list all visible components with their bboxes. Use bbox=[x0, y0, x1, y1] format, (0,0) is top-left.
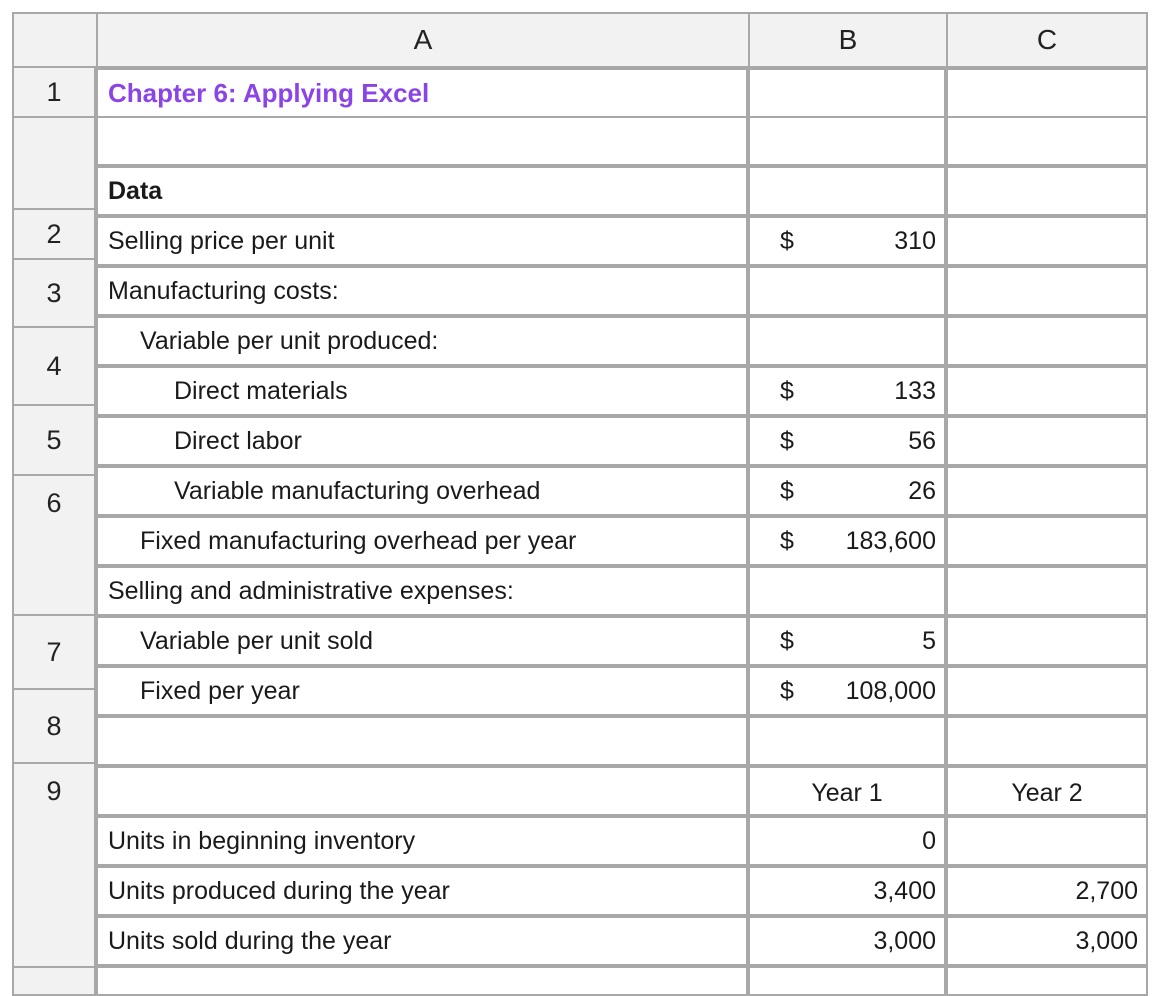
direct-labor-amount: 56 bbox=[908, 427, 936, 455]
currency-symbol: $ bbox=[780, 527, 794, 555]
cell-manufacturing-costs[interactable]: Manufacturing costs: bbox=[96, 266, 748, 316]
cell-blank[interactable] bbox=[946, 216, 1148, 266]
cell-blank[interactable] bbox=[96, 966, 748, 996]
select-all-corner[interactable] bbox=[12, 12, 98, 68]
cell-blank[interactable] bbox=[946, 166, 1148, 216]
currency-symbol: $ bbox=[780, 377, 794, 405]
cell-units-beginning-inventory-year2[interactable] bbox=[946, 816, 1148, 866]
cell-blank[interactable] bbox=[748, 966, 946, 996]
cell-direct-materials-label[interactable]: Direct materials bbox=[96, 366, 748, 416]
cell-blank[interactable] bbox=[946, 466, 1148, 516]
cell-year-2-header[interactable] bbox=[946, 766, 1148, 816]
cell-blank[interactable] bbox=[96, 766, 748, 816]
units-produced-year2-amount: 2,700 bbox=[1075, 877, 1138, 905]
row-header-6[interactable]: 6 bbox=[12, 474, 96, 616]
cell-a1-title[interactable]: Chapter 6: Applying Excel bbox=[96, 68, 748, 118]
cell-blank[interactable] bbox=[748, 316, 946, 366]
cell-b1[interactable] bbox=[748, 68, 946, 118]
cell-direct-materials-value[interactable] bbox=[748, 366, 946, 416]
cell-blank[interactable] bbox=[748, 266, 946, 316]
cell-units-beginning-inventory-label[interactable]: Units in beginning inventory bbox=[96, 816, 748, 866]
cell-blank[interactable] bbox=[748, 166, 946, 216]
row-header-5[interactable]: 5 bbox=[12, 404, 96, 476]
cell-direct-labor-label[interactable]: Direct labor bbox=[96, 416, 748, 466]
year-1-label: Year 1 bbox=[811, 779, 883, 807]
units-produced-year1-amount: 3,400 bbox=[873, 877, 936, 905]
row-header-4[interactable]: 4 bbox=[12, 326, 96, 406]
currency-symbol: $ bbox=[780, 427, 794, 455]
fixed-mfg-overhead-amount: 183,600 bbox=[845, 527, 936, 555]
cell-blank[interactable] bbox=[946, 266, 1148, 316]
cell-fixed-per-year-label[interactable]: Fixed per year bbox=[96, 666, 748, 716]
cell-variable-per-unit-produced[interactable]: Variable per unit produced: bbox=[96, 316, 748, 366]
cell-variable-per-unit-sold-value[interactable] bbox=[748, 616, 946, 666]
cell-year-1-header[interactable] bbox=[748, 766, 946, 816]
row-header-9[interactable]: 9 bbox=[12, 762, 96, 968]
cell-units-sold-year2[interactable] bbox=[946, 916, 1148, 966]
cell-blank[interactable] bbox=[748, 116, 946, 166]
selling-price-amount: 310 bbox=[894, 227, 936, 255]
cell-variable-mfg-overhead-value[interactable] bbox=[748, 466, 946, 516]
cell-blank[interactable] bbox=[748, 716, 946, 766]
cell-selling-admin[interactable]: Selling and administrative expenses: bbox=[96, 566, 748, 616]
cell-fixed-mfg-overhead-value[interactable] bbox=[748, 516, 946, 566]
cell-variable-mfg-overhead-label[interactable]: Variable manufacturing overhead bbox=[96, 466, 748, 516]
cell-blank[interactable] bbox=[96, 716, 748, 766]
cell-fixed-per-year-value[interactable] bbox=[748, 666, 946, 716]
cell-units-sold-label[interactable]: Units sold during the year bbox=[96, 916, 748, 966]
direct-materials-amount: 133 bbox=[894, 377, 936, 405]
row-header-10[interactable] bbox=[12, 966, 96, 996]
cell-blank[interactable] bbox=[946, 966, 1148, 996]
units-sold-year1-amount: 3,000 bbox=[873, 927, 936, 955]
cell-blank[interactable] bbox=[946, 666, 1148, 716]
variable-mfg-overhead-amount: 26 bbox=[908, 477, 936, 505]
cell-blank[interactable] bbox=[946, 516, 1148, 566]
row-header-1[interactable]: 1 bbox=[12, 66, 96, 118]
row-header-7[interactable]: 7 bbox=[12, 614, 96, 690]
column-header-a[interactable]: A bbox=[96, 12, 750, 68]
cell-direct-labor-value[interactable] bbox=[748, 416, 946, 466]
cell-selling-price-label[interactable]: Selling price per unit bbox=[96, 216, 748, 266]
cell-blank[interactable] bbox=[946, 416, 1148, 466]
row-header-8[interactable]: 8 bbox=[12, 688, 96, 764]
cell-blank[interactable] bbox=[946, 566, 1148, 616]
cell-blank[interactable] bbox=[946, 366, 1148, 416]
cell-units-beginning-inventory-year1[interactable] bbox=[748, 816, 946, 866]
row-header-1-cont bbox=[12, 116, 96, 210]
cell-blank[interactable] bbox=[946, 116, 1148, 166]
row-header-2[interactable]: 2 bbox=[12, 208, 96, 260]
currency-symbol: $ bbox=[780, 677, 794, 705]
cell-c1[interactable] bbox=[946, 68, 1148, 118]
cell-selling-price-value[interactable] bbox=[748, 216, 946, 266]
cell-variable-per-unit-sold-label[interactable]: Variable per unit sold bbox=[96, 616, 748, 666]
cell-units-produced-year1[interactable] bbox=[748, 866, 946, 916]
currency-symbol: $ bbox=[780, 627, 794, 655]
units-beginning-inventory-year1-amount: 0 bbox=[922, 827, 936, 855]
cell-fixed-mfg-overhead-label[interactable]: Fixed manufacturing overhead per year bbox=[96, 516, 748, 566]
cell-blank[interactable] bbox=[748, 566, 946, 616]
cell-blank[interactable] bbox=[96, 116, 748, 166]
cell-units-produced-year2[interactable] bbox=[946, 866, 1148, 916]
row-header-3[interactable]: 3 bbox=[12, 258, 96, 328]
cell-units-produced-label[interactable]: Units produced during the year bbox=[96, 866, 748, 916]
column-header-b[interactable]: B bbox=[748, 12, 948, 68]
cell-blank[interactable] bbox=[946, 316, 1148, 366]
variable-per-unit-sold-amount: 5 bbox=[922, 627, 936, 655]
currency-symbol: $ bbox=[780, 227, 794, 255]
fixed-per-year-amount: 108,000 bbox=[845, 677, 936, 705]
cell-blank[interactable] bbox=[946, 716, 1148, 766]
cell-blank[interactable] bbox=[946, 616, 1148, 666]
column-header-c[interactable]: C bbox=[946, 12, 1148, 68]
units-sold-year2-amount: 3,000 bbox=[1075, 927, 1138, 955]
currency-symbol: $ bbox=[780, 477, 794, 505]
cell-units-sold-year1[interactable] bbox=[748, 916, 946, 966]
cell-data-heading[interactable]: Data bbox=[96, 166, 748, 216]
year-2-label: Year 2 bbox=[1011, 779, 1083, 807]
